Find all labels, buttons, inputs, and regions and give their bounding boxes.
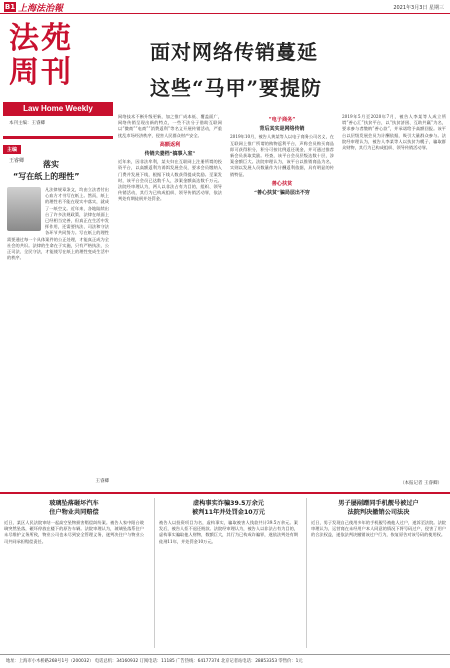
main-article: [118, 114, 446, 484]
masthead-title: 法苑 周刊: [9, 21, 73, 90]
column-body: 凡法律规章条文，均由立法者付出心血方才书写在纸上。然而，纸上的理性若不能在现实中落实，就成了一纸空文。近年来，各地陆续出台了许多法规政策，法律在纸面上已经相当完善，但真正在生活中发挥作用，还需要执法、司法和守法各环节共同努力。写在纸上的理性需要通过每一个具体案件的公正处理，才能真正成为全社会的共识。法律的生命在于实施，只有严格执法、公正司法、全民守法，才能使写在纸上的理性变成生活中的秩序。: [7, 187, 109, 261]
subheading-2: “电子商务”: [268, 117, 296, 123]
column-title-line2: “写在纸上的理性”: [13, 172, 80, 181]
masthead-editor: 本刊主编：王睿卿: [9, 121, 45, 126]
page-number: B1: [4, 3, 16, 11]
subheading-1b: 传销夫妻档“搞事入室”: [144, 151, 196, 158]
article-column-3: 2019年5月至2020年7月，被告人李某等人成立所谓“善心汇”扶贫平台，以“扶贫济困、互助共赢”为名，要求参与者缴纳“善心款”，并承诺给予高额回报。该平台以层级发展会员为计酬依据，吸引大量群众参与。法院经审理认为，被告人李某等人以扶贫为幌子，骗取群众财物，其行为已构成组织、领导传销活动罪。: [342, 114, 446, 151]
article-byline: （本报记者 王睿卿）: [400, 481, 442, 486]
editorial-column: [3, 136, 113, 488]
subheading-3b: “善心扶贫”骗局层出不穷: [254, 190, 310, 197]
bottom-story-3-title: 男子屡剐蹭同手机靓号被过户 法院判决撤销公司法决: [338, 500, 419, 516]
column-author: 王睿卿: [9, 158, 25, 164]
page-footer: 地址：上海市小木桥路268号1号（200032） 电话总机：34160932 订阅电话：11185 广告热线：64177374 北京记者站电话：28853353 零售价：1元: [0, 654, 450, 668]
left-column: [3, 18, 113, 488]
column-signature: 王睿卿: [95, 479, 109, 484]
issue-date: 2021年3月3日 星期三: [393, 5, 444, 11]
subheading-1: 高额返利: [159, 141, 181, 148]
bottom-story-3-body: 近日，男子发现自己使用多年的手机靓号被他人过户，遂诉至法院。法院审理认为，运营商在未经用户本人同意的情况下将号码过户，侵害了用户的合法权益，遂依法判决撤销该过户行为，恢复原告对该号码的使用权。: [311, 520, 446, 538]
author-photo: [7, 187, 41, 231]
subheading-2b: 背后其实是网络传销: [259, 126, 305, 133]
main-headline-line2: 这些“马甲”要提防: [150, 76, 323, 100]
page-header: [0, 0, 450, 14]
bottom-stories: [0, 492, 450, 654]
bottom-story-1: [4, 498, 144, 648]
masthead-english-title: Law Home Weekly: [3, 102, 113, 116]
column-title-line1: 落实: [43, 160, 59, 169]
bottom-story-2-title: 虚构事实诈骗39.5万余元 被判11年并处罚金10万元: [192, 500, 265, 516]
bottom-story-1-body: 近日，某区人民法院审结一起高空坠物损害赔偿纠纷案。被告人家中阳台玻璃突然坠落，砸坏停放在楼下的原告车辆。法院审理认为，玻璃坠落系住户未尽维护义务所致，物业公司也未尽到安全管理义务，遂判决住户与物业公司共同承担赔偿责任。: [4, 520, 144, 544]
subheading-3: 善心扶贫: [271, 180, 293, 187]
article-column-1: 网络技术不断升级更新，加之推广成本低、覆盖面广，网络传销呈现出新的特点，一些不法分子借助互联网以“微商”“电商”“消费返利”等名义开展传销活动，严重扰乱市场经济秩序，侵害人民群众财产安全。 高额返利 传销夫妻档“搞事入室” 近年来，因非法牟利，某夫妇在互联网上注册所谓的投资平台，以高额返利为诱饵发展会员，要求会员缴纳入门费并发展下线，根据下线人数获得提成奖励。至案发时，该平台会员已达数千人，涉案金额高达数千万元。法院经审理认为，两人以非法占有为目的，组织、领导传销活动，其行为已构成组织、领导传销活动罪，依法判处有期徒刑并处罚金。: [118, 114, 222, 202]
bottom-story-2-body: 被告人以投资项目为名，虚构事实，骗取被害人钱款共计39.5万余元。案发后，被告人拒不退还赃款。法院经审理认为，被告人以非法占有为目的，虚构事实骗取他人财物，数额巨大，其行为已构成诈骗罪，遂依法判处有期徒刑11年，并处罚金10万元。: [159, 520, 298, 544]
main-headline-line1: 面对网络传销蔓延: [150, 40, 318, 64]
newspaper-logo: 上海法治報: [18, 4, 64, 14]
bottom-story-1-title: 玻璃坠落砸坏汽车 住户物业共同赔偿: [49, 500, 99, 516]
article-column-2: “电子商务” 背后其实是网络传销 2019年10月，被告人黄某等人以电子商务公司名义，在互联网上推广所谓的购物返利平台，声称会员购买商品即可获得积分，积分可按比例返还现金，并可通过推荐新会员获取奖励。经查，该平台会员层级达数十层，涉案金额巨大。法院审理认为，该平台以推销商品为名，实则以发展人员数量作为计酬返利依据，具有明显的传销特征。 善心扶贫 “善心扶贫”骗局层出不穷: [230, 117, 334, 197]
bottom-story-2: [154, 498, 298, 648]
masthead: [3, 18, 113, 148]
bottom-story-3: [306, 498, 446, 648]
column-tag: 主编: [3, 145, 21, 154]
